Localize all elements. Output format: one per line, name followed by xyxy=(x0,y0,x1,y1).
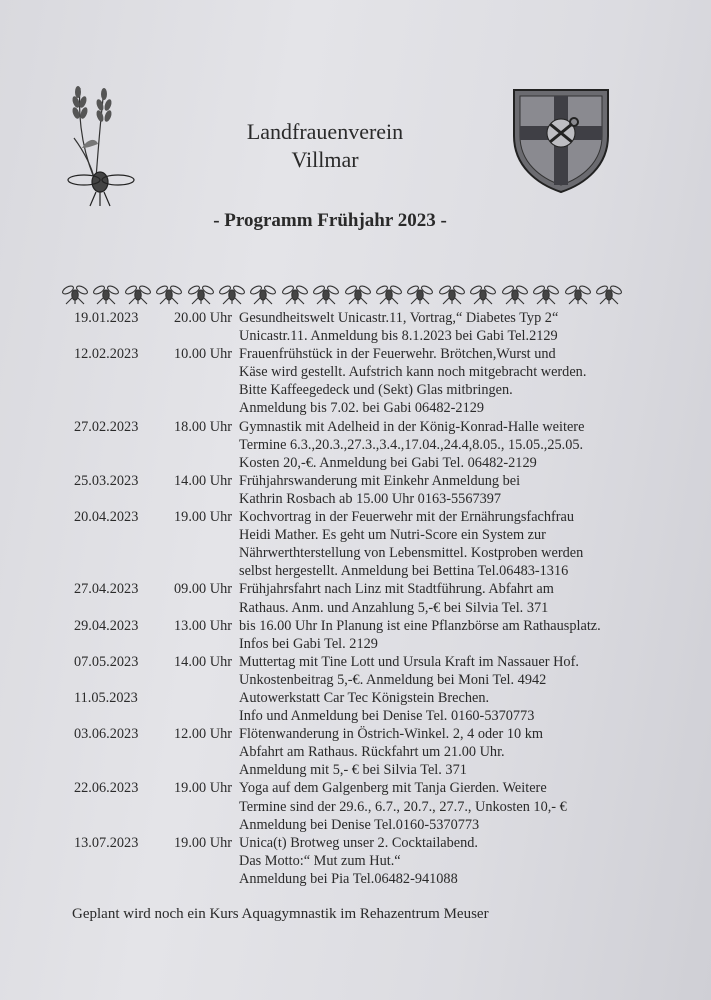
event-row xyxy=(74,689,674,725)
bee-ornament-icon xyxy=(376,283,402,305)
event-row xyxy=(74,834,674,888)
event-row xyxy=(74,508,674,580)
event-time: 14.00 Uhr xyxy=(174,472,232,489)
bee-ornament-icon xyxy=(93,283,119,305)
event-description-line: selbst hergestellt. Anmeldung bei Bettina Tel.06483-1316 xyxy=(239,563,569,580)
event-description-line: Anmeldung mit 5,- € bei Silvia Tel. 371 xyxy=(239,762,467,779)
event-description xyxy=(232,345,674,417)
event-row xyxy=(74,418,674,472)
event-description-line: Anmeldung bei Pia Tel.06482-941088 xyxy=(239,870,458,887)
event-description-line: Frauenfrühstück in der Feuerwehr. Brötchen,Wurst und xyxy=(239,346,556,363)
event-time: 14.00 Uhr xyxy=(174,653,232,670)
event-description-line: Kathrin Rosbach ab 15.00 Uhr 0163-5567397 xyxy=(239,490,502,507)
event-description xyxy=(232,779,674,833)
event-row xyxy=(74,580,674,616)
event-description-line: Infos bei Gabi Tel. 2129 xyxy=(239,635,378,652)
event-description-line: Autowerkstatt Car Tec Königstein Brechen. xyxy=(239,689,490,706)
event-description-line: Frühjahrsfahrt nach Linz mit Stadtführung. Abfahrt am xyxy=(239,581,554,598)
event-time: 20.00 Uhr xyxy=(174,310,232,326)
event-description xyxy=(232,472,674,508)
event-description-line: bis 16.00 Uhr In Planung ist eine Pflanzbörse am Rathausplatz. xyxy=(239,617,601,634)
event-description-line: Info und Anmeldung bei Denise Tel. 0160-5370773 xyxy=(239,708,535,725)
org-location: Villmar xyxy=(291,147,359,172)
event-time: 10.00 Uhr xyxy=(174,346,232,363)
bee-ornament-icon xyxy=(407,283,433,305)
event-description-line: Termine 6.3.,20.3.,27.3.,3.4.,17.04.,24.4,8.05., 15.05.,25.05. xyxy=(239,436,584,453)
bee-ornament-icon xyxy=(250,283,276,305)
event-row xyxy=(74,725,674,779)
event-date: 13.07.2023 xyxy=(74,834,139,851)
event-description-line: Anmeldung bis 7.02. bei Gabi 06482-2129 xyxy=(239,400,485,417)
event-date: 25.03.2023 xyxy=(74,472,139,489)
bee-ornament-icon xyxy=(596,283,622,305)
event-description-line: Abfahrt am Rathaus. Rückfahrt um 21.00 Uhr. xyxy=(239,744,505,761)
bee-ornament-icon xyxy=(188,283,214,305)
event-description xyxy=(232,834,674,888)
event-description-line: Muttertag mit Tine Lott und Ursula Kraft im Nassauer Hof. xyxy=(239,653,579,670)
event-schedule xyxy=(74,309,674,888)
event-description-line: Heidi Mather. Es geht um Nutri-Score ein System zur xyxy=(239,527,546,544)
event-description-line: Flötenwanderung in Östrich-Winkel. 2, 4 oder 10 km xyxy=(239,726,543,743)
event-time: 19.00 Uhr xyxy=(174,780,232,797)
event-description xyxy=(232,653,674,689)
program-title: - Programm Frühjahr 2023 - xyxy=(213,210,447,231)
event-row xyxy=(74,309,674,345)
event-description-line: Bitte Kaffeegedeck und (Sekt) Glas mitbringen. xyxy=(239,382,513,399)
event-date: 12.02.2023 xyxy=(74,346,139,363)
wheat-bee-icon xyxy=(60,78,138,210)
event-time: 18.00 Uhr xyxy=(174,418,232,435)
event-date: 19.01.2023 xyxy=(74,310,139,326)
event-description xyxy=(232,309,674,345)
event-time: 19.00 Uhr xyxy=(174,834,232,851)
bee-ornament-icon xyxy=(156,283,182,305)
event-time: 09.00 Uhr xyxy=(174,581,232,598)
event-date: 03.06.2023 xyxy=(74,726,139,743)
event-description xyxy=(232,689,674,725)
event-time: 13.00 Uhr xyxy=(174,617,232,634)
event-row xyxy=(74,779,674,833)
event-date: 20.04.2023 xyxy=(74,509,139,526)
event-description xyxy=(232,418,674,472)
event-row xyxy=(74,653,674,689)
bee-ornament-icon xyxy=(313,283,339,305)
bee-divider xyxy=(62,282,622,306)
event-date: 29.04.2023 xyxy=(74,617,139,634)
bee-ornament-icon xyxy=(565,283,591,305)
bee-ornament-icon xyxy=(282,283,308,305)
event-description-line: Nährwerthterstellung von Lebensmittel. Kostproben werden xyxy=(239,545,584,562)
footer-note: Geplant wird noch ein Kurs Aquagymnastik im Rehazentrum Meuser xyxy=(72,906,489,922)
event-date: 22.06.2023 xyxy=(74,780,139,797)
event-description-line: Kochvortrag in der Feuerwehr mit der Ernährungsfachfrau xyxy=(239,509,575,526)
event-date: 27.02.2023 xyxy=(74,418,139,435)
bee-ornament-icon xyxy=(125,283,151,305)
event-time xyxy=(154,689,232,725)
event-description xyxy=(232,617,674,653)
event-time: 19.00 Uhr xyxy=(174,509,232,526)
event-time: 12.00 Uhr xyxy=(174,726,232,743)
event-description-line: Rathaus. Anm. und Anzahlung 5,-€ bei Silvia Tel. 371 xyxy=(239,599,549,616)
event-description-line: Gymnastik mit Adelheid in der König-Konrad-Halle weitere xyxy=(239,418,585,435)
event-description-line: Yoga auf dem Galgenberg mit Tanja Gierden. Weitere xyxy=(239,780,547,797)
event-description xyxy=(232,725,674,779)
bee-ornament-icon xyxy=(219,283,245,305)
event-row xyxy=(74,472,674,508)
event-row xyxy=(74,617,674,653)
event-description xyxy=(232,508,674,580)
event-description-line: Käse wird gestellt. Aufstrich kann noch mitgebracht werden. xyxy=(239,364,587,381)
event-description xyxy=(232,580,674,616)
event-description-line: Kosten 20,-€. Anmeldung bei Gabi Tel. 06482-2129 xyxy=(239,454,537,471)
event-date: 11.05.2023 xyxy=(74,689,138,706)
coat-of-arms-icon xyxy=(510,86,612,194)
event-description-line: Frühjahrswanderung mit Einkehr Anmeldung bei xyxy=(239,472,521,489)
event-row xyxy=(74,345,674,417)
event-description-line: Unica(t) Brotweg unser 2. Cocktailabend. xyxy=(239,834,479,851)
event-description-line: Termine sind der 29.6., 6.7., 20.7., 27.7., Unkosten 10,- € xyxy=(239,798,567,815)
bee-ornament-icon xyxy=(502,283,528,305)
event-description-line: Unicastr.11. Anmeldung bis 8.1.2023 bei Gabi Tel.2129 xyxy=(239,328,558,345)
bee-ornament-icon xyxy=(439,283,465,305)
event-date: 07.05.2023 xyxy=(74,653,139,670)
bee-ornament-icon xyxy=(345,283,371,305)
bee-ornament-icon xyxy=(533,283,559,305)
event-description-line: Anmeldung bei Denise Tel.0160-5370773 xyxy=(239,816,480,833)
bee-ornament-icon xyxy=(62,283,88,305)
bee-ornament-icon xyxy=(470,283,496,305)
org-name: Landfrauenverein xyxy=(246,119,404,144)
event-description-line: Unkostenbeitrag 5,-€. Anmeldung bei Moni Tel. 4942 xyxy=(239,671,547,688)
event-description-line: Gesundheitswelt Unicastr.11, Vortrag,“ Diabetes Typ 2“ xyxy=(239,310,559,326)
event-description-line: Das Motto:“ Mut zum Hut.“ xyxy=(239,852,401,869)
event-date: 27.04.2023 xyxy=(74,581,139,598)
